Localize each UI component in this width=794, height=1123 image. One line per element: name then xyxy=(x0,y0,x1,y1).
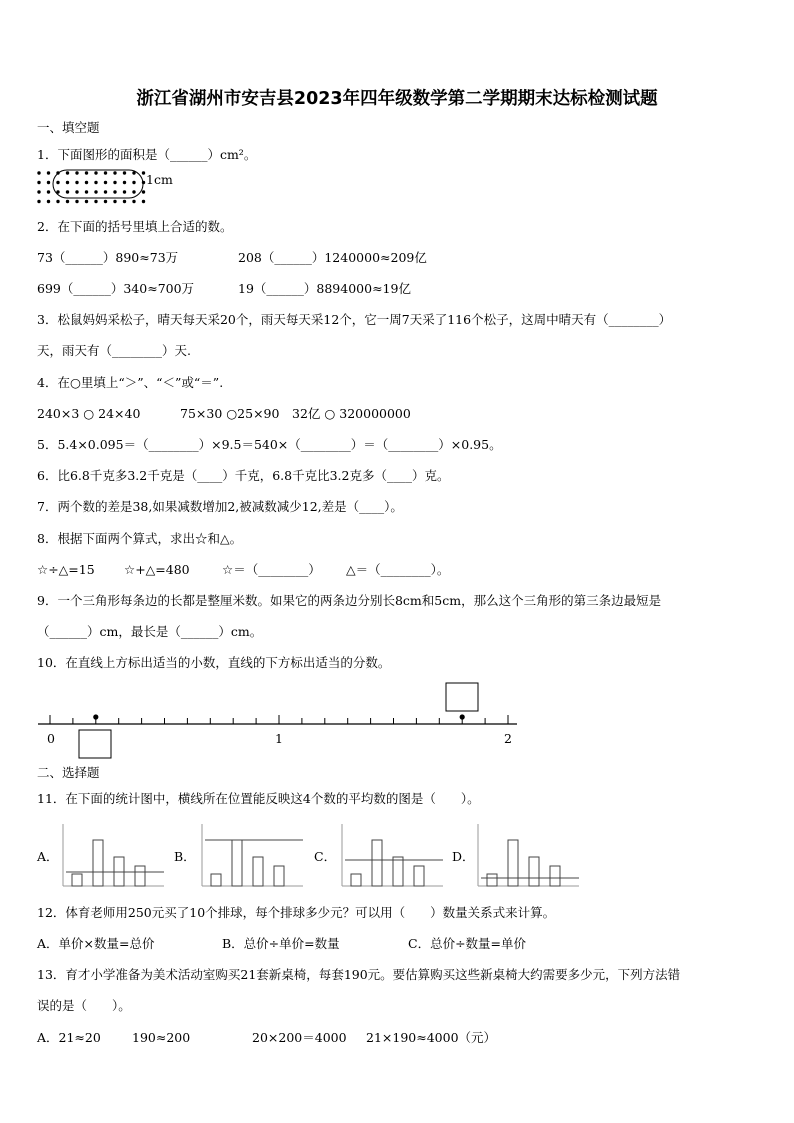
grid-dot xyxy=(123,181,126,184)
question-12-option-b: B．总价÷单价=数量 xyxy=(222,936,340,951)
question-2-item: 73（______）890≈73万 xyxy=(37,250,179,265)
question-9-line-1: 9．一个三角形每条边的长都是整厘米数。如果它的两条边分别长8cm和5cm，那么这个三角形的第三条边最短是 xyxy=(37,593,662,608)
page-title: 浙江省湖州市安吉县2023年四年级数学第二学期期末达标检测试题 xyxy=(136,89,658,109)
question-4-item: 32亿 ○ 320000000 xyxy=(292,406,411,421)
number-line-label: 0 xyxy=(47,731,55,746)
dot-grid-figure xyxy=(34,168,154,208)
grid-dot xyxy=(56,200,59,203)
bar xyxy=(372,840,382,886)
question-2-stem: 2．在下面的括号里填上合适的数。 xyxy=(37,219,233,234)
grid-dot xyxy=(142,190,145,193)
grid-dot xyxy=(113,181,116,184)
number-line-label: 1 xyxy=(275,731,283,746)
option-b-label: B． xyxy=(174,849,196,864)
grid-dot xyxy=(104,190,107,193)
mini-bar-chart-c xyxy=(339,822,447,890)
mini-bar-chart-b xyxy=(199,822,307,890)
grid-dot xyxy=(123,200,126,203)
option-c-label: C． xyxy=(314,849,337,864)
question-4-item: 240×3 ○ 24×40 xyxy=(37,406,141,421)
bar xyxy=(274,866,284,886)
grid-dot xyxy=(132,190,135,193)
question-3-line-1: 3．松鼠妈妈采松子，晴天每天采20个，雨天每天采12个，它一周7天采了116个松子，这周中晴天有（________） xyxy=(37,312,672,327)
unit-length-label: 1cm xyxy=(146,172,173,187)
bar xyxy=(508,840,518,886)
question-2-item: 19（______）8894000≈19亿 xyxy=(238,281,411,296)
question-6: 6．比6.8千克多3.2千克是（____）千克，6.8千克比3.2克多（____）克。 xyxy=(37,468,450,483)
bar xyxy=(550,866,560,886)
grid-dot xyxy=(37,190,40,193)
grid-dot xyxy=(66,181,69,184)
question-4-item: 75×30 ○25×90 xyxy=(180,406,280,421)
question-13-option-a-part: 190≈200 xyxy=(132,1030,191,1045)
bar xyxy=(393,857,403,886)
number-line-label: 2 xyxy=(504,731,512,746)
mini-bar-chart-d xyxy=(475,822,583,890)
grid-dot xyxy=(66,171,69,174)
answer-box-below xyxy=(79,730,111,758)
question-5: 5．5.4×0.095＝（________）×9.5＝540×（________）＝（________）×0.95。 xyxy=(37,437,502,452)
grid-dot xyxy=(75,190,78,193)
point-marker xyxy=(93,714,98,719)
section-choice-heading: 二、选择题 xyxy=(37,765,100,780)
answer-box-above xyxy=(446,683,478,711)
grid-dot xyxy=(56,181,59,184)
question-8-item: ☆+△=480 xyxy=(124,562,190,577)
section-fill-heading: 一、填空题 xyxy=(37,120,100,135)
bar xyxy=(72,874,82,886)
grid-dot xyxy=(47,181,50,184)
bar xyxy=(487,874,497,886)
bar xyxy=(351,874,361,886)
grid-dot xyxy=(85,190,88,193)
grid-dot xyxy=(75,181,78,184)
question-13-option-a-part: 20×200＝4000 xyxy=(252,1030,347,1045)
grid-dot xyxy=(94,171,97,174)
question-13-line-1: 13．育才小学准备为美术活动室购买21套新桌椅，每套190元。要估算购买这些新桌椅大约需要多少元，下列方法错 xyxy=(37,967,681,982)
grid-dot xyxy=(66,200,69,203)
question-13-option-a-part: 21×190≈4000（元） xyxy=(366,1030,497,1045)
question-12-stem: 12．体育老师用250元买了10个排球，每个排球多少元？可以用（ ）数量关系式来计算。 xyxy=(37,905,556,920)
grid-dot xyxy=(123,171,126,174)
question-4-stem: 4．在○里填上“＞”、“＜”或“＝”. xyxy=(37,375,224,390)
grid-dot xyxy=(75,200,78,203)
option-d-label: D． xyxy=(452,849,475,864)
grid-dot xyxy=(132,181,135,184)
grid-dot xyxy=(37,171,40,174)
question-7: 7．两个数的差是38,如果减数增加2,被减数减少12,差是（____）。 xyxy=(37,499,403,514)
grid-dot xyxy=(85,181,88,184)
grid-dot xyxy=(47,200,50,203)
grid-dot xyxy=(47,190,50,193)
grid-dot xyxy=(47,171,50,174)
bar xyxy=(529,857,539,886)
bar xyxy=(211,874,221,886)
question-2-item: 699（______）340≈700万 xyxy=(37,281,195,296)
question-12-option-c: C．总价÷数量=单价 xyxy=(408,936,527,951)
question-13-line-2: 误的是（ ）。 xyxy=(37,998,131,1013)
grid-dot xyxy=(66,190,69,193)
grid-dot xyxy=(123,190,126,193)
bar xyxy=(135,866,145,886)
grid-dot xyxy=(94,190,97,193)
question-8-item: △＝（________）。 xyxy=(346,562,450,577)
question-11-stem: 11．在下面的统计图中，横线所在位置能反映这4个数的平均数的图是（ ）。 xyxy=(37,791,480,806)
question-13-option-a-part: A．21≈20 xyxy=(37,1030,101,1045)
mini-bar-chart-a xyxy=(60,822,168,890)
grid-dot xyxy=(132,200,135,203)
grid-dot xyxy=(113,190,116,193)
grid-dot xyxy=(94,181,97,184)
grid-dot xyxy=(94,200,97,203)
grid-dot xyxy=(85,171,88,174)
grid-dot xyxy=(104,200,107,203)
grid-dot xyxy=(113,171,116,174)
bar xyxy=(232,840,242,886)
question-9-line-2: （______）cm，最长是（______）cm。 xyxy=(37,624,263,639)
point-marker xyxy=(460,714,465,719)
question-8-item: ☆＝（________） xyxy=(222,562,321,577)
grid-dot xyxy=(142,200,145,203)
grid-dot xyxy=(104,171,107,174)
grid-dot xyxy=(75,171,78,174)
question-2-item: 208（______）1240000≈209亿 xyxy=(238,250,427,265)
bar xyxy=(253,857,263,886)
question-1: 1．下面图形的面积是（______）cm²。 xyxy=(37,147,257,162)
question-12-option-a: A．单价×数量=总价 xyxy=(37,936,155,951)
question-8-stem: 8．根据下面两个算式，求出☆和△。 xyxy=(37,531,243,546)
grid-dot xyxy=(37,200,40,203)
grid-dot xyxy=(85,200,88,203)
option-a-label: A． xyxy=(37,849,59,864)
question-10-stem: 10．在直线上方标出适当的小数，直线的下方标出适当的分数。 xyxy=(37,655,391,670)
question-8-item: ☆÷△=15 xyxy=(37,562,95,577)
bar xyxy=(93,840,103,886)
grid-dot xyxy=(113,200,116,203)
number-line xyxy=(30,680,530,760)
grid-dot xyxy=(142,171,145,174)
bar xyxy=(414,866,424,886)
question-3-line-2: 天，雨天有（________）天. xyxy=(37,343,191,358)
grid-dot xyxy=(104,181,107,184)
grid-dot xyxy=(37,181,40,184)
